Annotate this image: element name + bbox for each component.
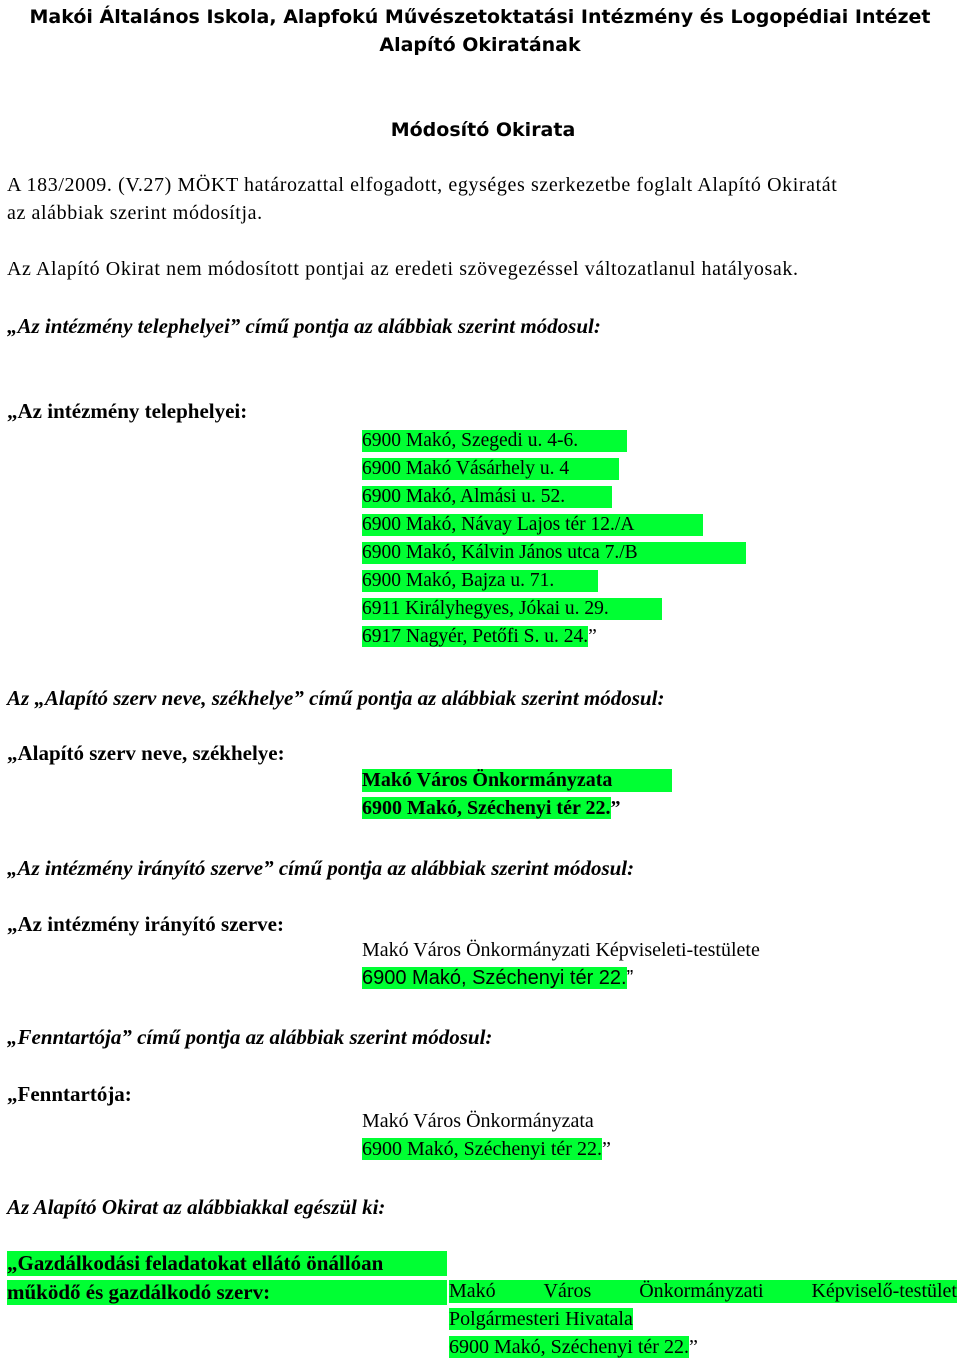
founder-name: Makó Város Önkormányzata [362,769,672,792]
site-item: 6900 Makó, Almási u. 52. [362,486,612,508]
document-title-line-1: Makói Általános Iskola, Alapfokú Művészetoktatási Intézmény és Logopédiai Intézet [29,6,931,28]
site-item: 6900 Makó, Kálvin János utca 7./B [362,542,746,564]
maintainer-close-quote: ” [601,1138,611,1160]
site-item: 6900 Makó, Návay Lajos tér 12./A [362,514,703,536]
supplement-value-line-1 [449,1280,957,1303]
governing-address: 6900 Makó, Széchenyi tér 22. [362,967,627,989]
document-subtitle: Módosító Okirata [390,119,576,141]
governing-close-quote: ” [626,967,634,989]
supplement-value-line-2: Polgármesteri Hivatala [449,1308,633,1330]
site-item-text: 6917 Nagyér, Petőfi S. u. 24. [362,626,589,647]
maintainer-address-line [362,1138,611,1161]
governing-address-line [362,967,633,990]
intro-line-1: A 183/2009. (V.27) MÖKT határozattal elfogadott, egységes szerkezetbe foglalt Alapító Okiratát [7,174,838,196]
governing-name: Makó Város Önkormányzati Képviseleti-testülete [362,939,760,961]
maintainer-name: Makó Város Önkormányzata [362,1110,594,1132]
supplement-value-line-3: 6900 Makó, Széchenyi tér 22. [449,1336,689,1358]
founder-heading: Az „Alapító szerv neve, székhelye” című pontja az alábbiak szerint módosul: [7,686,665,710]
sites-close-quote: ” [588,626,597,647]
governing-heading: „Az intézmény irányító szerve” című pontja az alábbiak szerint módosul: [7,856,635,880]
supplement-label-line-1: „Gazdálkodási feladatokat ellátó önállóan [7,1251,447,1276]
supplement-label-line-2: működő és gazdálkodó szerv: [7,1280,447,1305]
supplement-word: Makó [449,1280,496,1302]
maintainer-heading: „Fenntartója” című pontja az alábbiak szerint módosul: [7,1025,493,1049]
site-item: 6900 Makó, Szegedi u. 4-6. [362,430,627,452]
supplement-close-quote: ” [688,1336,698,1358]
site-item-last [362,626,597,648]
sites-heading: „Az intézmény telephelyei” című pontja az alábbiak szerint módosul: [7,314,601,338]
supplement-value-line-2-wrap [449,1308,633,1331]
supplement-word: Város [543,1280,592,1302]
supplement-heading: Az Alapító Okirat az alábbiakkal egészül ki: [7,1195,386,1219]
maintainer-label: „Fenntartója: [7,1082,132,1106]
founder-address: 6900 Makó, Széchenyi tér 22. [362,797,611,819]
sites-label: „Az intézmény telephelyei: [7,399,248,423]
governing-label: „Az intézmény irányító szerve: [7,912,284,936]
document-title-line-2: Alapító Okiratának [379,34,581,56]
supplement-value-line-3-wrap [449,1336,698,1359]
site-item: 6900 Makó Vásárhely u. 4 [362,458,619,480]
site-item: 6911 Királyhegyes, Jókai u. 29. [362,598,662,620]
founder-address-line [362,797,621,820]
unchanged-note: Az Alapító Okirat nem módosított pontjai az eredeti szövegezéssel változatlanul hatályosak. [7,258,799,280]
supplement-word: Önkormányzati [639,1280,764,1302]
supplement-word: Képviselő-testület [811,1280,957,1302]
site-item: 6900 Makó, Bajza u. 71. [362,570,598,592]
maintainer-address: 6900 Makó, Széchenyi tér 22. [362,1138,602,1160]
founder-close-quote: ” [610,797,621,819]
intro-line-2: az alábbiak szerint módosítja. [7,202,263,224]
founder-label: „Alapító szerv neve, székhelye: [7,741,285,765]
